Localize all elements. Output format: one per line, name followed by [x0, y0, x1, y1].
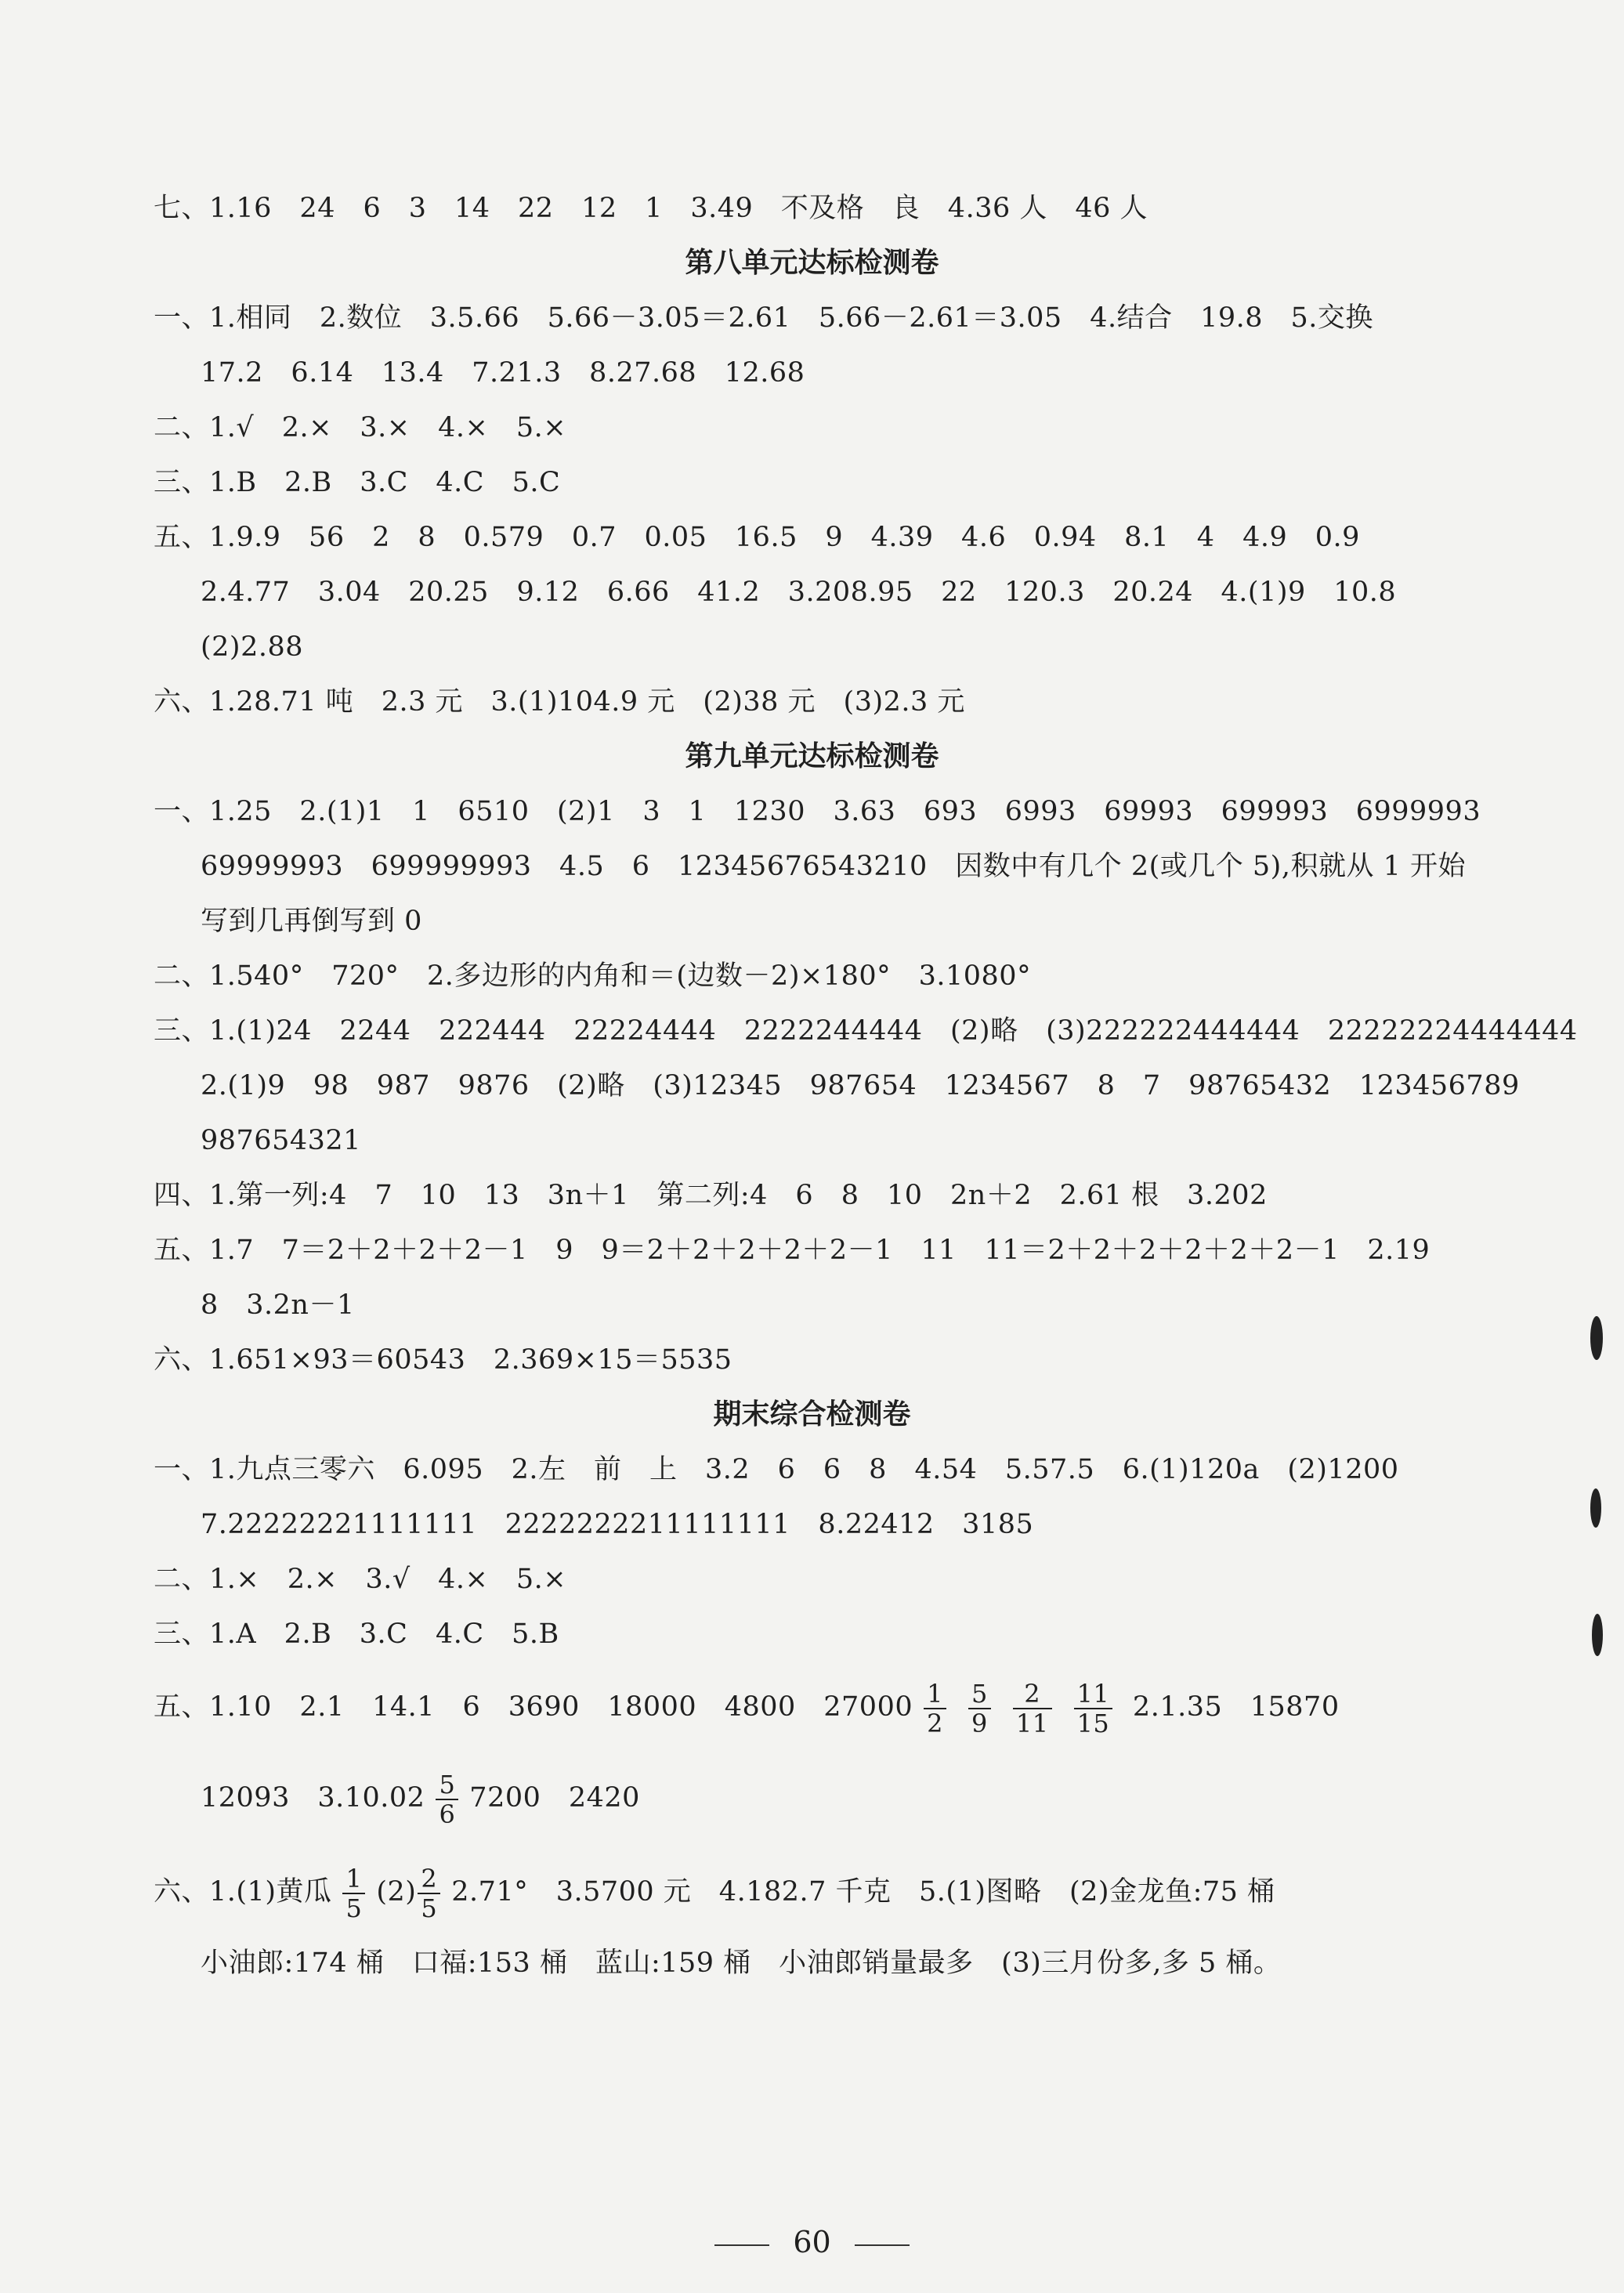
answer-line: 三、1.A 2.B 3.C 4.C 5.B: [154, 1618, 559, 1650]
answer-line: 三、1.B 2.B 3.C 4.C 5.C: [154, 467, 561, 498]
fraction-numerator: 2: [418, 1864, 440, 1894]
fraction: [436, 1770, 458, 1828]
answer-line: 二、1.× 2.× 3.√ 4.× 5.×: [154, 1564, 567, 1595]
answer-line: 7.22222221111111 2222222211111111 8.22412 3185: [201, 1509, 1034, 1540]
answer-text: 2.1.35 15870: [1132, 1691, 1340, 1723]
answer-line: (2)2.88: [201, 631, 304, 663]
answer-line-with-fractions: [201, 1766, 1530, 1830]
answer-text: 六、1.(1)黄瓜: [154, 1876, 332, 1908]
answer-line: 五、1.9.9 56 2 8 0.579 0.7 0.05 16.5 9 4.39 4.6 0.94 8.1 4 4.9 0.9: [154, 522, 1360, 553]
answer-text: 7200 2420: [469, 1782, 640, 1814]
fraction: [1013, 1680, 1052, 1738]
fraction: [418, 1864, 440, 1922]
answer-line: 一、1.25 2.(1)1 1 6510 (2)1 3 1 1230 3.63 693 6993 69993 699993 6999993: [154, 796, 1481, 827]
answer-line: 小油郎:174 桶 口福:153 桶 蓝山:159 桶 小油郎销量最多 (3)三月份多,多 5 桶。: [201, 1948, 1282, 1979]
fraction-numerator: 2: [1013, 1680, 1052, 1709]
fraction: [968, 1680, 991, 1738]
answer-line: 写到几再倒写到 0: [201, 906, 422, 937]
answer-text: 2.71° 3.5700 元 4.182.7 千克 5.(1)图略 (2)金龙鱼:75 桶: [451, 1876, 1275, 1908]
answer-line: 七、1.16 24 6 3 14 22 12 1 3.49 不及格 良 4.36 人 46 人: [154, 193, 1148, 224]
scan-mark: [1590, 1316, 1603, 1360]
answer-line: 2.4.77 3.04 20.25 9.12 6.66 41.2 3.208.95 22 120.3 20.24 4.(1)9 10.8: [201, 577, 1397, 608]
answer-line: 二、1.540° 720° 2.多边形的内角和＝(边数－2)×180° 3.1080°: [154, 960, 1032, 992]
fraction-denominator: 5: [421, 1893, 438, 1923]
fraction-numerator: 5: [436, 1770, 458, 1800]
fraction-numerator: 1: [342, 1864, 365, 1894]
answer-line-with-fractions: [154, 1860, 1530, 1924]
fraction-denominator: 9: [971, 1708, 988, 1738]
fraction: [342, 1864, 365, 1922]
answer-line: 六、1.28.71 吨 2.3 元 3.(1)104.9 元 (2)38 元 (3)2.3 元: [154, 686, 965, 718]
answer-line: 一、1.相同 2.数位 3.5.66 5.66－3.05＝2.61 5.66－2.61＝3.05 4.结合 19.8 5.交换: [154, 302, 1373, 334]
footer-dash-right: [855, 2244, 910, 2246]
answer-line: 69999993 699999993 4.5 6 12345676543210 因数中有几个 2(或几个 5),积就从 1 开始: [201, 851, 1466, 882]
footer-dash-left: [714, 2244, 769, 2246]
section-heading-final: 期末综合检测卷: [713, 1398, 911, 1430]
section-heading-unit8: 第八单元达标检测卷: [685, 247, 939, 279]
fraction-denominator: 6: [439, 1799, 456, 1829]
fraction: [1074, 1680, 1113, 1738]
answer-line: 三、1.(1)24 2244 222444 22224444 2222244444 (2)略 (3)222222444444 22222224444444: [154, 1015, 1578, 1047]
answer-line: 987654321: [201, 1125, 361, 1156]
answer-line: 2.(1)9 98 987 9876 (2)略 (3)12345 987654 1234567 8 7 98765432 123456789: [201, 1070, 1520, 1101]
answer-line: 17.2 6.14 13.4 7.21.3 8.27.68 12.68: [201, 357, 805, 389]
page-number: 60: [793, 2225, 831, 2259]
fraction-numerator: 1: [924, 1680, 946, 1709]
fraction-numerator: 11: [1074, 1680, 1113, 1709]
fraction-numerator: 5: [968, 1680, 991, 1709]
fraction-denominator: 5: [345, 1893, 363, 1923]
fraction-denominator: 2: [927, 1708, 943, 1738]
answer-line: 六、1.651×93＝60543 2.369×15＝5535: [154, 1344, 732, 1376]
scan-mark: [1592, 1614, 1603, 1656]
answer-text: 五、1.10 2.1 14.1 6 3690 18000 4800 27000: [154, 1691, 913, 1723]
fraction-denominator: 15: [1076, 1708, 1110, 1738]
scan-mark: [1590, 1488, 1601, 1528]
page-footer: [0, 2226, 1624, 2258]
answer-line-with-fractions: [154, 1675, 1530, 1739]
answer-line: 8 3.2n－1: [201, 1289, 355, 1321]
answer-text: 12093 3.10.02: [201, 1782, 425, 1814]
answer-line: 一、1.九点三零六 6.095 2.左 前 上 3.2 6 6 8 4.54 5.57.5 6.(1)120a (2)1200: [154, 1454, 1399, 1485]
section-heading-unit9: 第九单元达标检测卷: [685, 740, 939, 772]
answer-line: 四、1.第一列:4 7 10 13 3n＋1 第二列:4 6 8 10 2n＋2 2.61 根 3.202: [154, 1180, 1268, 1211]
answer-text: (2): [376, 1876, 417, 1908]
answer-line: 二、1.√ 2.× 3.× 4.× 5.×: [154, 412, 567, 443]
fraction-denominator: 11: [1015, 1708, 1049, 1738]
answer-line: 五、1.7 7＝2＋2＋2＋2－1 9 9＝2＋2＋2＋2＋2－1 11 11＝2＋2＋2＋2＋2＋2－1 2.19: [154, 1235, 1430, 1266]
fraction: [924, 1680, 946, 1738]
